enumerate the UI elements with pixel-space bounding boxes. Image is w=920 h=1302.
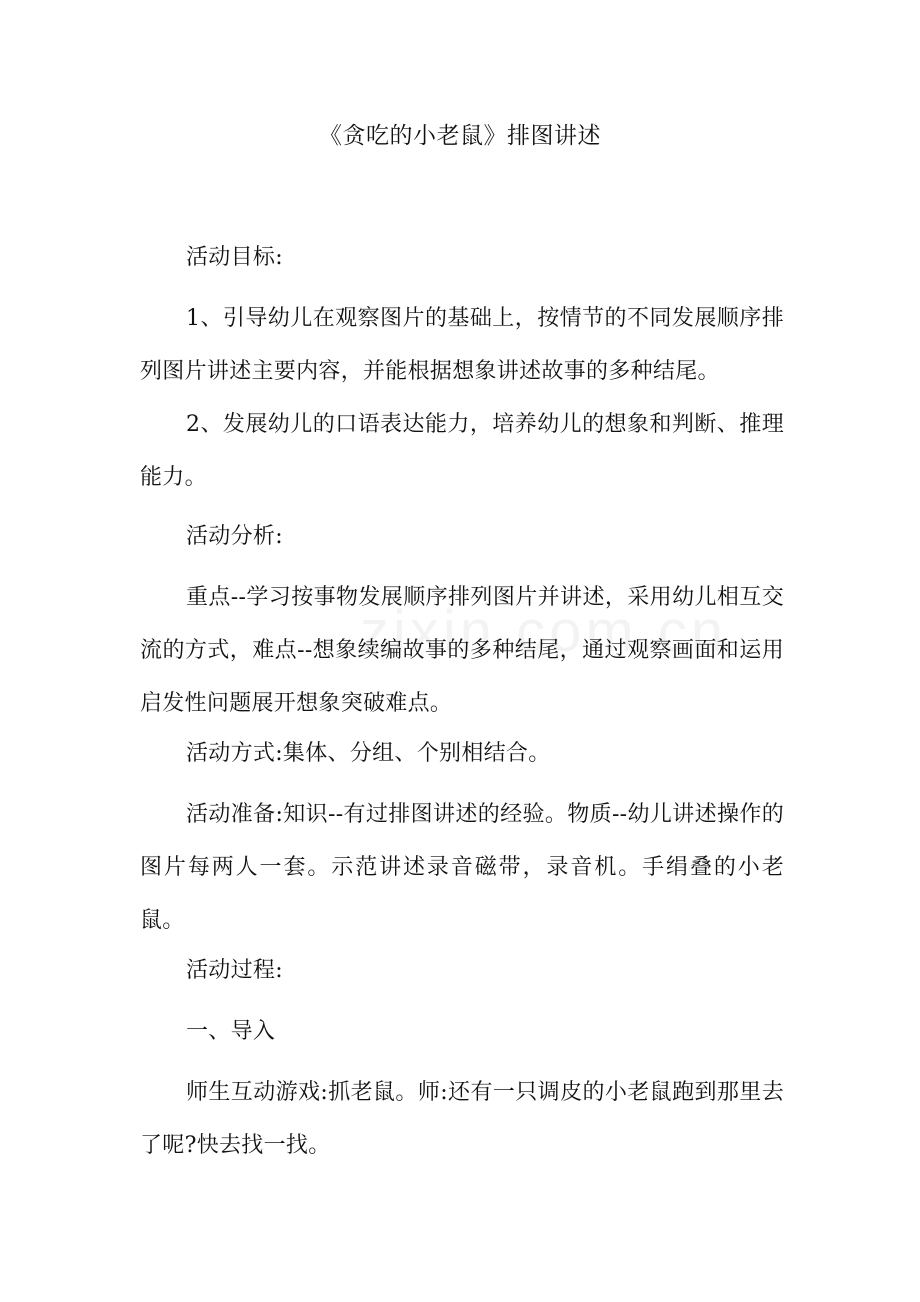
paragraph-goal-1: 1、引导幼儿在观察图片的基础上，按情节的不同发展顺序排列图片讲述主要内容，并能根据想象讲述故事的多种结尾。 <box>140 306 784 384</box>
paragraph-intro-heading: 一、导入 <box>186 1019 276 1044</box>
paragraph-intro-game: 师生互动游戏:抓老鼠。师:还有一只调皮的小老鼠跑到那里去了呢?快去找一找。 <box>140 1080 784 1158</box>
paragraph-goal-2: 2、发展幼儿的口语表达能力，培养幼儿的想象和判断、推理能力。 <box>140 412 784 490</box>
paragraph-goals-heading: 活动目标: <box>186 245 283 270</box>
document-title: 《贪吃的小老鼠》排图讲述 <box>319 123 601 149</box>
paragraph-preparation: 活动准备:知识--有过排图讲述的经验。物质--幼儿讲述操作的图片每两人一套。示范讲述录音磁带，录音机。手绢叠的小老鼠。 <box>140 802 784 933</box>
paragraph-method: 活动方式:集体、分组、个别相结合。 <box>186 741 551 766</box>
paragraph-analysis-heading: 活动分析: <box>186 524 283 549</box>
paragraph-process-heading: 活动过程: <box>186 958 283 983</box>
paragraph-analysis: 重点--学习按事物发展顺序排列图片并讲述，采用幼儿相互交流的方式，难点--想象续编故事的多种结尾，通过观察画面和运用启发性问题展开想象突破难点。 <box>140 585 784 716</box>
